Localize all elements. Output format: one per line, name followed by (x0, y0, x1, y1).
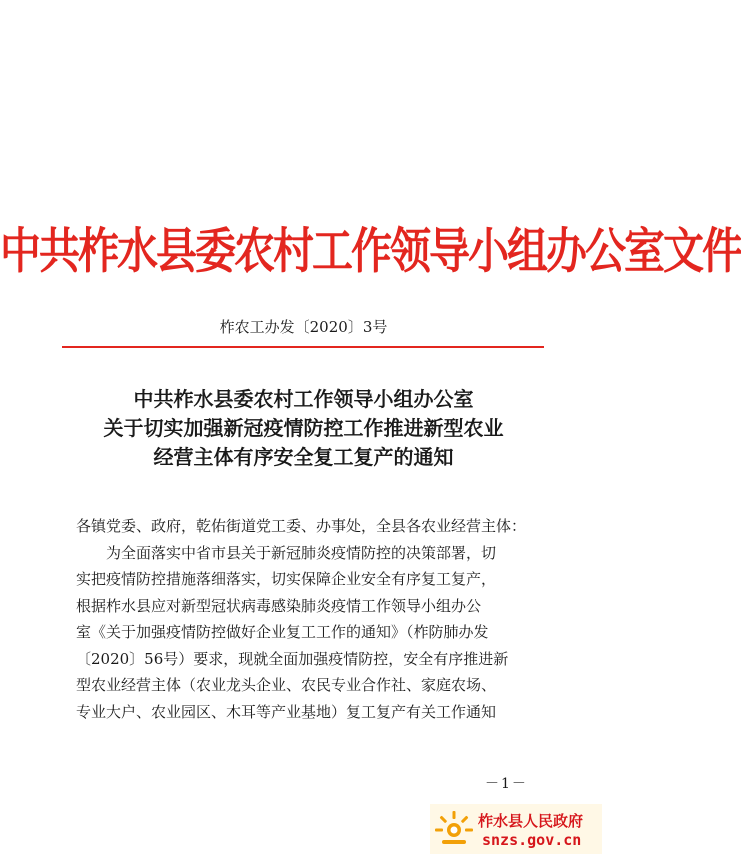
notice-title-line: 关于切实加强新冠疫情防控工作推进新型农业 (103, 416, 504, 440)
notice-title (0, 385, 607, 472)
notice-title-line: 中共柞水县委农村工作领导小组办公室 (133, 387, 474, 411)
page-number: －1－ (485, 776, 528, 792)
body-line: 实把疫情防控措施落细落实，切实保障企业安全有序复工复产， (76, 570, 497, 588)
site-watermark[interactable] (430, 804, 602, 854)
body-line: 〔2020〕56号）要求，现就全面加强疫情防控，安全有序推进新 (76, 649, 509, 668)
sun-emblem-icon (434, 809, 474, 849)
body-line: 室《关于加强疫情防控做好企业复工工作的通知》（柞防肺办发 (76, 623, 489, 641)
site-name: 柞水县人民政府 (478, 812, 584, 830)
body-line: 专业大户、农业园区、木耳等产业基地）复工复产有关工作通知 (76, 702, 497, 721)
body-text (76, 513, 538, 725)
site-domain: snzs.gov.cn (482, 831, 582, 849)
doc-number: 柞农工办发〔2020〕3号 (219, 318, 388, 336)
body-line: 型农业经营主体（农业龙头企业、农民专业合作社、家庭农场、 (76, 676, 497, 694)
red-divider (62, 346, 544, 348)
issuer-header: 中共柞水县委农村工作领导小组办公室文件 (0, 222, 741, 280)
body-line: 为全面落实中省市县关于新冠肺炎疫情防控的决策部署，切 (106, 543, 497, 562)
notice-title-line: 经营主体有序安全复工复产的通知 (153, 445, 454, 469)
body-line: 根据柞水县应对新型冠状病毒感染肺炎疫情工作领导小组办公 (76, 596, 482, 615)
addressee-line: 各镇党委、政府，乾佑街道党工委、办事处，全县各农业经营主体： (76, 517, 527, 535)
